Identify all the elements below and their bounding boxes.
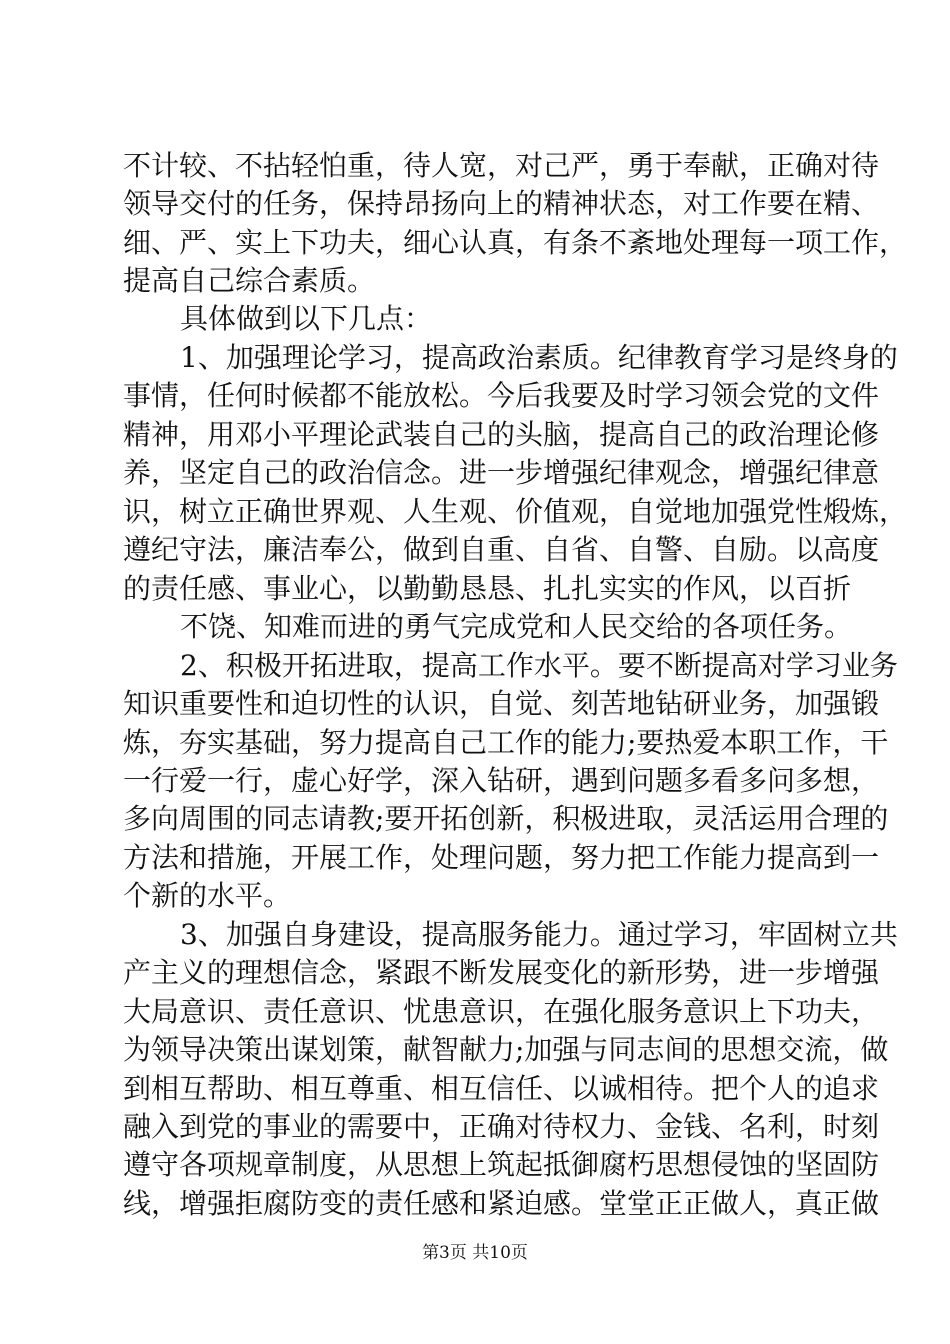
text-line: 养，坚定自己的政治信念。进一步增强纪律观念，增强纪律意	[123, 456, 880, 489]
text-line: 一行爱一行，虚心好学，深入钻研，遇到问题多看多问多想，	[123, 764, 880, 797]
text-line: 精神，用邓小平理论武装自己的头脑，提高自己的政治理论修	[123, 418, 880, 451]
text-line: 3、加强自身建设，提高服务能力。通过学习，牢固树立共	[180, 918, 898, 951]
text-line: 提高自己综合素质。	[123, 264, 376, 297]
text-line: 2、积极开拓进取，提高工作水平。要不断提高对学习业务	[180, 649, 898, 682]
text-line: 知识重要性和迫切性的认识，自觉、刻苦地钻研业务，加强锻	[123, 687, 880, 720]
text-line: 方法和措施，开展工作，处理问题，努力把工作能力提高到一	[123, 841, 880, 874]
text-line: 遵纪守法，廉洁奉公，做到自重、自省、自警、自励。以高度	[123, 533, 880, 566]
page-number-footer: 第3页 共10页	[422, 1243, 528, 1263]
text-line: 遵守各项规章制度，从思想上筑起抵御腐朽思想侵蚀的坚固防	[123, 1148, 880, 1181]
text-line: 的责任感、事业心，以勤勤恳恳、扎扎实实的作风，以百折	[123, 572, 852, 605]
text-line: 多向周围的同志请教;要开拓创新，积极进取，灵活运用合理的	[123, 802, 889, 835]
text-line: 线，增强拒腐防变的责任感和紧迫感。堂堂正正做人，真正做	[123, 1187, 880, 1220]
text-line: 炼，夯实基础，努力提高自己工作的能力;要热爱本职工作，干	[123, 726, 889, 759]
text-line: 不饶、知难而进的勇气完成党和人民交给的各项任务。	[180, 610, 853, 643]
text-line: 到相互帮助、相互尊重、相互信任、以诚相待。把个人的追求	[123, 1072, 880, 1105]
text-line: 领导交付的任务，保持昂扬向上的精神状态，对工作要在精、	[123, 187, 880, 220]
text-line: 细、严、实上下功夫，细心认真，有条不紊地处理每一项工作，	[123, 226, 908, 259]
text-line: 个新的水平。	[123, 879, 292, 912]
text-line: 不计较、不拈轻怕重，待人宽，对己严，勇于奉献，正确对待	[123, 149, 880, 182]
text-line: 识，树立正确世界观、人生观、价值观，自觉地加强党性煅炼，	[123, 495, 908, 528]
text-line: 为领导决策出谋划策，献智献力;加强与同志间的思想交流，做	[123, 1033, 889, 1066]
text-line: 具体做到以下几点：	[180, 302, 433, 335]
text-line: 事情，任何时候都不能放松。今后我要及时学习领会党的文件	[123, 379, 880, 412]
text-line: 大局意识、责任意识、忧患意识，在强化服务意识上下功夫，	[123, 995, 880, 1028]
text-line: 1、加强理论学习，提高政治素质。纪律教育学习是终身的	[180, 341, 898, 374]
text-line: 融入到党的事业的需要中，正确对待权力、金钱、名利，时刻	[123, 1110, 880, 1143]
text-line: 产主义的理想信念，紧跟不断发展变化的新形势，进一步增强	[123, 956, 880, 989]
